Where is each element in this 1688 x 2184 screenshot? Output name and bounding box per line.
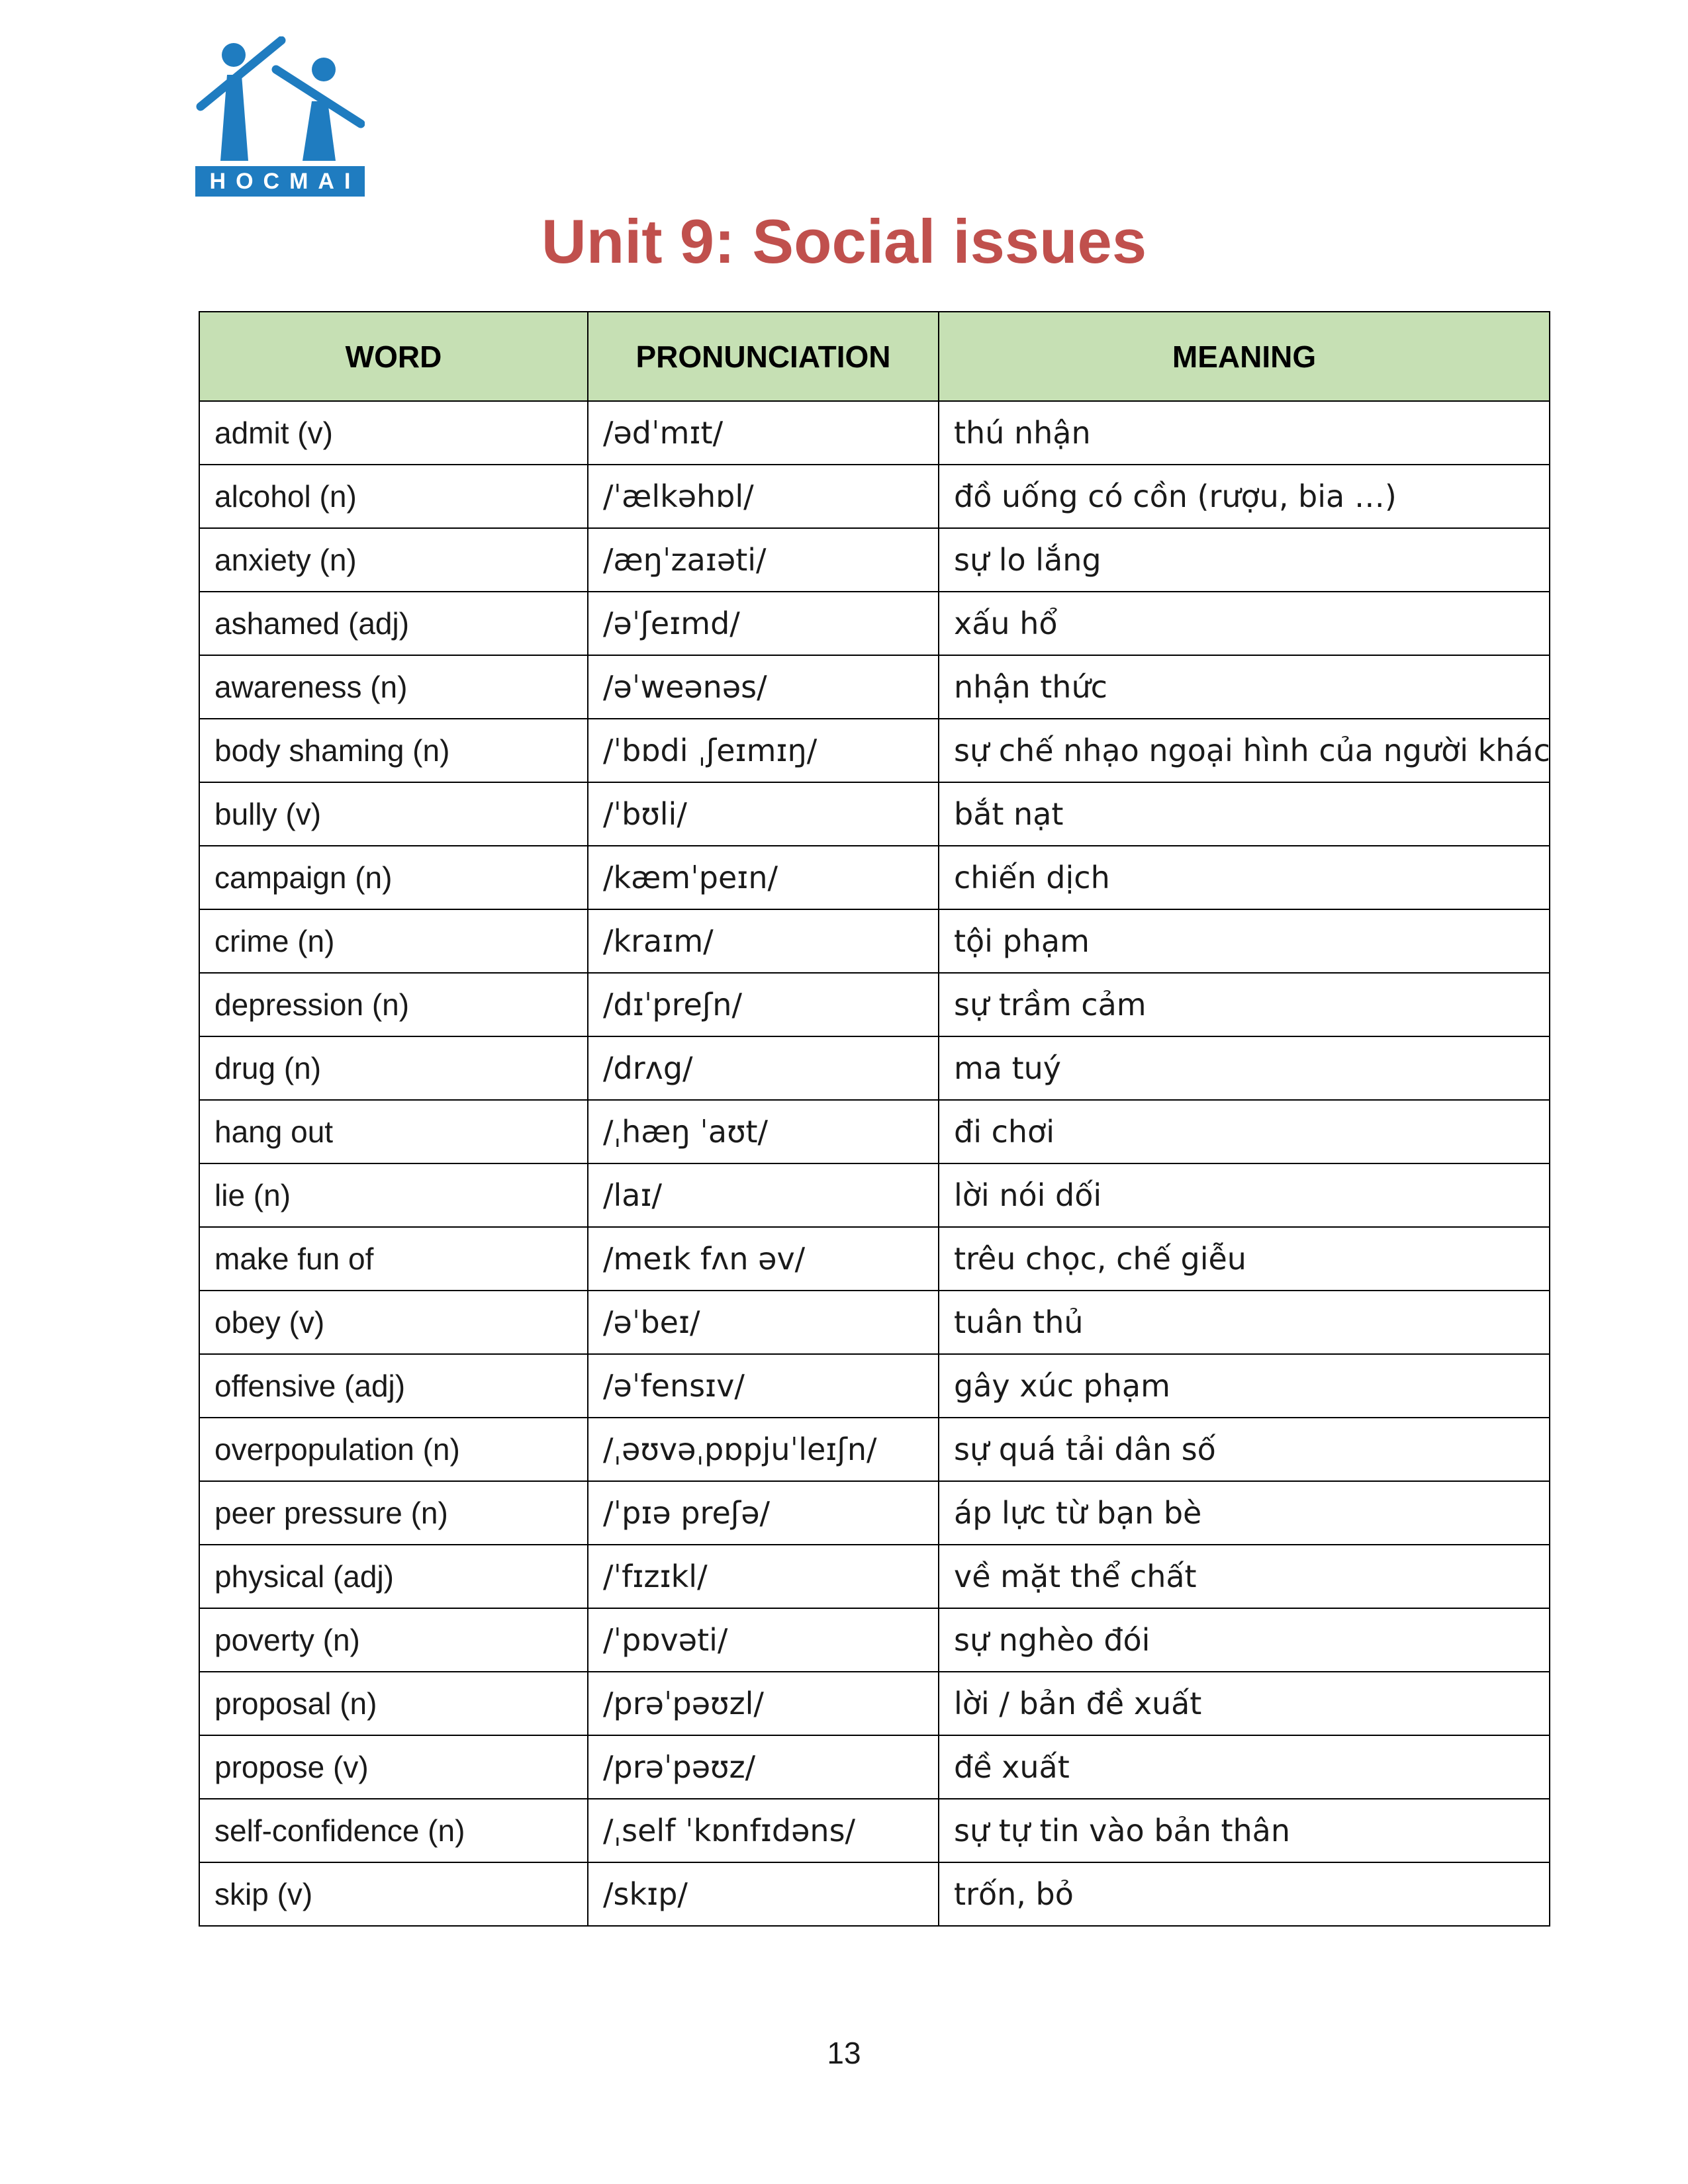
cell-pronunciation: /ˈbʊli/ (588, 782, 939, 846)
cell-meaning: nhận thức (939, 655, 1550, 719)
table-row (199, 973, 1550, 1036)
cell-word: poverty (n) (199, 1608, 588, 1672)
column-header-meaning: MEANING (939, 312, 1550, 401)
table-row (199, 1227, 1550, 1291)
cell-pronunciation: /prəˈpəʊzl/ (588, 1672, 939, 1735)
cell-meaning: đề xuất (939, 1735, 1550, 1799)
cell-meaning: gây xúc phạm (939, 1354, 1550, 1418)
table-row (199, 465, 1550, 528)
logo-wordmark: HOCMAI (195, 166, 365, 197)
cell-word: hang out (199, 1100, 588, 1163)
table-row (199, 782, 1550, 846)
cell-word: proposal (n) (199, 1672, 588, 1735)
cell-meaning: tuân thủ (939, 1291, 1550, 1354)
cell-word: crime (n) (199, 909, 588, 973)
cell-pronunciation: /əˈfensɪv/ (588, 1354, 939, 1418)
table-row (199, 1735, 1550, 1799)
vocabulary-table (199, 311, 1550, 1927)
cell-pronunciation: /ˈpɒvəti/ (588, 1608, 939, 1672)
cell-meaning: lời nói dối (939, 1163, 1550, 1227)
people-icon (195, 36, 365, 166)
table-row (199, 655, 1550, 719)
cell-word: alcohol (n) (199, 465, 588, 528)
cell-word: overpopulation (n) (199, 1418, 588, 1481)
table-row (199, 1608, 1550, 1672)
table-row (199, 1545, 1550, 1608)
cell-pronunciation: /skɪp/ (588, 1862, 939, 1926)
hocmai-logo (195, 36, 365, 199)
cell-pronunciation: /ˌəʊvəˌpɒpjuˈleɪʃn/ (588, 1418, 939, 1481)
cell-pronunciation: /ədˈmɪt/ (588, 401, 939, 465)
cell-word: obey (v) (199, 1291, 588, 1354)
table-row (199, 1100, 1550, 1163)
table-row (199, 1354, 1550, 1418)
table-row (199, 1291, 1550, 1354)
table-row (199, 528, 1550, 592)
cell-word: admit (v) (199, 401, 588, 465)
cell-meaning: trêu chọc, chế giễu (939, 1227, 1550, 1291)
cell-meaning: trốn, bỏ (939, 1862, 1550, 1926)
cell-word: peer pressure (n) (199, 1481, 588, 1545)
cell-meaning: chiến dịch (939, 846, 1550, 909)
cell-pronunciation: /əˈʃeɪmd/ (588, 592, 939, 655)
cell-word: skip (v) (199, 1862, 588, 1926)
table-row (199, 1799, 1550, 1862)
cell-meaning: xấu hổ (939, 592, 1550, 655)
cell-meaning: bắt nạt (939, 782, 1550, 846)
cell-word: physical (adj) (199, 1545, 588, 1608)
cell-meaning: áp lực từ bạn bè (939, 1481, 1550, 1545)
cell-pronunciation: /kraɪm/ (588, 909, 939, 973)
cell-meaning: sự nghèo đói (939, 1608, 1550, 1672)
table-row (199, 1163, 1550, 1227)
cell-pronunciation: /kæmˈpeɪn/ (588, 846, 939, 909)
cell-meaning: sự quá tải dân số (939, 1418, 1550, 1481)
cell-word: make fun of (199, 1227, 588, 1291)
cell-meaning: đi chơi (939, 1100, 1550, 1163)
table-body (199, 401, 1550, 1926)
cell-word: anxiety (n) (199, 528, 588, 592)
cell-pronunciation: /meɪk fʌn əv/ (588, 1227, 939, 1291)
table-row (199, 1036, 1550, 1100)
table-row (199, 592, 1550, 655)
cell-word: campaign (n) (199, 846, 588, 909)
cell-pronunciation: /dɪˈpreʃn/ (588, 973, 939, 1036)
cell-pronunciation: /ˈfɪzɪkl/ (588, 1545, 939, 1608)
cell-pronunciation: /ˈælkəhɒl/ (588, 465, 939, 528)
table-row (199, 846, 1550, 909)
table-row (199, 1418, 1550, 1481)
page-number: 13 (827, 2036, 861, 2070)
cell-meaning: sự chế nhạo ngoại hình của người khác (939, 719, 1550, 782)
cell-word: drug (n) (199, 1036, 588, 1100)
table-row (199, 719, 1550, 782)
table-row (199, 1672, 1550, 1735)
cell-word: self-confidence (n) (199, 1799, 588, 1862)
cell-meaning: sự trầm cảm (939, 973, 1550, 1036)
cell-pronunciation: /əˈweənəs/ (588, 655, 939, 719)
table-row (199, 1481, 1550, 1545)
cell-pronunciation: /drʌg/ (588, 1036, 939, 1100)
cell-word: awareness (n) (199, 655, 588, 719)
cell-pronunciation: /ˌself ˈkɒnfɪdəns/ (588, 1799, 939, 1862)
cell-pronunciation: /prəˈpəʊz/ (588, 1735, 939, 1799)
table-row (199, 1862, 1550, 1926)
cell-word: propose (v) (199, 1735, 588, 1799)
column-header-pronunciation: PRONUNCIATION (588, 312, 939, 401)
cell-word: bully (v) (199, 782, 588, 846)
column-header-word: WORD (199, 312, 588, 401)
cell-meaning: ma tuý (939, 1036, 1550, 1100)
table-row (199, 401, 1550, 465)
cell-meaning: đồ uống có cồn (rượu, bia …) (939, 465, 1550, 528)
cell-meaning: lời / bản đề xuất (939, 1672, 1550, 1735)
cell-pronunciation: /æŋˈzaɪəti/ (588, 528, 939, 592)
cell-pronunciation: /laɪ/ (588, 1163, 939, 1227)
cell-pronunciation: /əˈbeɪ/ (588, 1291, 939, 1354)
table-header-row (199, 312, 1550, 401)
cell-meaning: về mặt thể chất (939, 1545, 1550, 1608)
cell-word: body shaming (n) (199, 719, 588, 782)
cell-pronunciation: /ˈbɒdi ˌʃeɪmɪŋ/ (588, 719, 939, 782)
cell-pronunciation: /ˌhæŋ ˈaʊt/ (588, 1100, 939, 1163)
cell-pronunciation: /ˈpɪə preʃə/ (588, 1481, 939, 1545)
cell-meaning: tội phạm (939, 909, 1550, 973)
page-title: Unit 9: Social issues (541, 206, 1147, 276)
table-row (199, 909, 1550, 973)
cell-word: lie (n) (199, 1163, 588, 1227)
cell-meaning: sự tự tin vào bản thân (939, 1799, 1550, 1862)
cell-word: offensive (adj) (199, 1354, 588, 1418)
cell-word: ashamed (adj) (199, 592, 588, 655)
cell-meaning: sự lo lắng (939, 528, 1550, 592)
cell-meaning: thú nhận (939, 401, 1550, 465)
cell-word: depression (n) (199, 973, 588, 1036)
